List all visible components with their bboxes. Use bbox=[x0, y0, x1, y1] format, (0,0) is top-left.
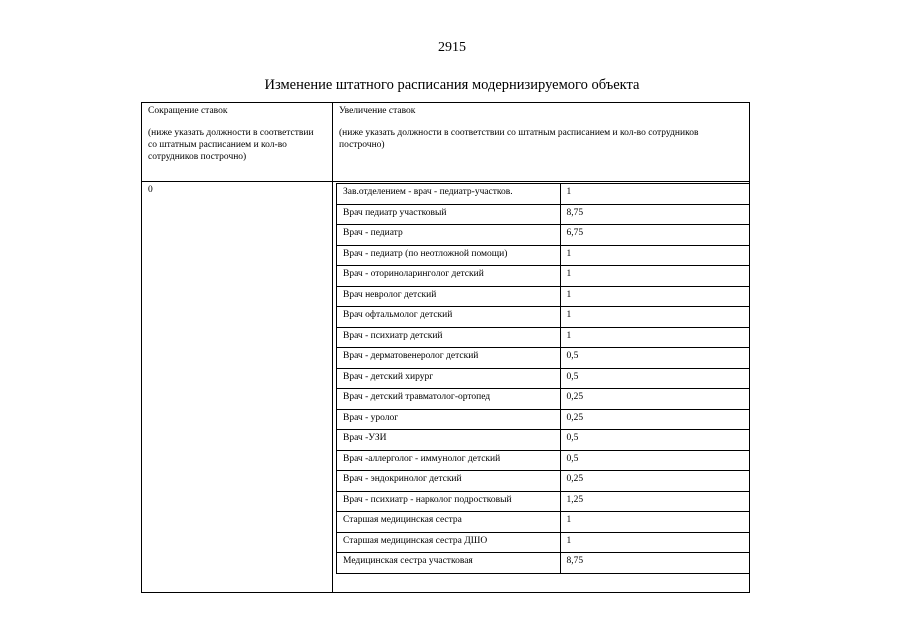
increase-header: Увеличение ставок bbox=[339, 106, 416, 116]
quantity-cell: 0,5 bbox=[560, 450, 749, 471]
position-cell: Медицинская сестра участковая bbox=[337, 553, 561, 574]
staffing-table bbox=[141, 102, 750, 593]
position-cell: Врач -аллерголог - иммунолог детский bbox=[337, 450, 561, 471]
position-cell: Врач - уролог bbox=[337, 409, 561, 430]
page-number: 2915 bbox=[438, 40, 466, 55]
position-cell: Врач - педиатр bbox=[337, 225, 561, 246]
quantity-cell: 1,25 bbox=[560, 491, 749, 512]
table-row bbox=[337, 348, 750, 369]
table-row bbox=[337, 471, 750, 492]
table-row bbox=[337, 368, 750, 389]
position-cell: Врач -УЗИ bbox=[337, 430, 561, 451]
position-cell: Врач офтальмолог детский bbox=[337, 307, 561, 328]
position-cell: Старшая медицинская сестра ДШО bbox=[337, 532, 561, 553]
position-cell: Старшая медицинская сестра bbox=[337, 512, 561, 533]
increase-table bbox=[336, 183, 750, 574]
position-cell: Врач - психиатр - нарколог подростковый bbox=[337, 491, 561, 512]
table-row bbox=[337, 450, 750, 471]
table-row bbox=[337, 389, 750, 410]
quantity-cell: 1 bbox=[560, 512, 749, 533]
position-cell: Врач - психиатр детский bbox=[337, 327, 561, 348]
table-row bbox=[337, 512, 750, 533]
table-row bbox=[337, 204, 750, 225]
quantity-cell: 1 bbox=[560, 245, 749, 266]
quantity-cell: 0,25 bbox=[560, 409, 749, 430]
increase-header-cell bbox=[339, 105, 739, 151]
position-cell: Врач - педиатр (по неотложной помощи) bbox=[337, 245, 561, 266]
quantity-cell: 0,25 bbox=[560, 471, 749, 492]
reduction-note: (ниже указать должности в соответствии со штатным расписанием и кол-во сотрудников построчно) bbox=[148, 128, 314, 162]
table-row bbox=[337, 225, 750, 246]
quantity-cell: 1 bbox=[560, 184, 749, 205]
quantity-cell: 1 bbox=[560, 327, 749, 348]
table-row bbox=[337, 286, 750, 307]
table-row bbox=[337, 409, 750, 430]
document-title: Изменение штатного расписания модернизируемого объекта bbox=[264, 77, 640, 93]
increase-note: (ниже указать должности в соответствии со штатным расписанием и кол-во сотрудников построчно) bbox=[339, 128, 699, 150]
position-cell: Врач педиатр участковый bbox=[337, 204, 561, 225]
table-row bbox=[337, 245, 750, 266]
quantity-cell: 0,25 bbox=[560, 389, 749, 410]
quantity-cell: 0,5 bbox=[560, 348, 749, 369]
reduction-value: 0 bbox=[148, 185, 153, 195]
position-cell: Врач - детский хирург bbox=[337, 368, 561, 389]
reduction-header-cell bbox=[148, 105, 323, 163]
position-cell: Врач - эндокринолог детский bbox=[337, 471, 561, 492]
table-row bbox=[337, 184, 750, 205]
position-cell: Врач - детский травматолог-ортопед bbox=[337, 389, 561, 410]
table-row bbox=[337, 327, 750, 348]
table-row bbox=[337, 532, 750, 553]
table-row bbox=[337, 307, 750, 328]
table-row bbox=[337, 553, 750, 574]
quantity-cell: 1 bbox=[560, 307, 749, 328]
quantity-cell: 0,5 bbox=[560, 368, 749, 389]
position-cell: Врач - оториноларинголог детский bbox=[337, 266, 561, 287]
position-cell: Зав.отделением - врач - педиатр-участков. bbox=[337, 184, 561, 205]
quantity-cell: 0,5 bbox=[560, 430, 749, 451]
position-cell: Врач - дерматовенеролог детский bbox=[337, 348, 561, 369]
reduction-header: Сокращение ставок bbox=[148, 106, 228, 116]
quantity-cell: 8,75 bbox=[560, 553, 749, 574]
quantity-cell: 1 bbox=[560, 532, 749, 553]
quantity-cell: 6,75 bbox=[560, 225, 749, 246]
column-divider bbox=[332, 103, 333, 592]
quantity-cell: 1 bbox=[560, 266, 749, 287]
position-cell: Врач невролог детский bbox=[337, 286, 561, 307]
table-row bbox=[337, 266, 750, 287]
table-row bbox=[337, 491, 750, 512]
table-row bbox=[337, 430, 750, 451]
quantity-cell: 8,75 bbox=[560, 204, 749, 225]
header-divider bbox=[142, 181, 749, 182]
quantity-cell: 1 bbox=[560, 286, 749, 307]
